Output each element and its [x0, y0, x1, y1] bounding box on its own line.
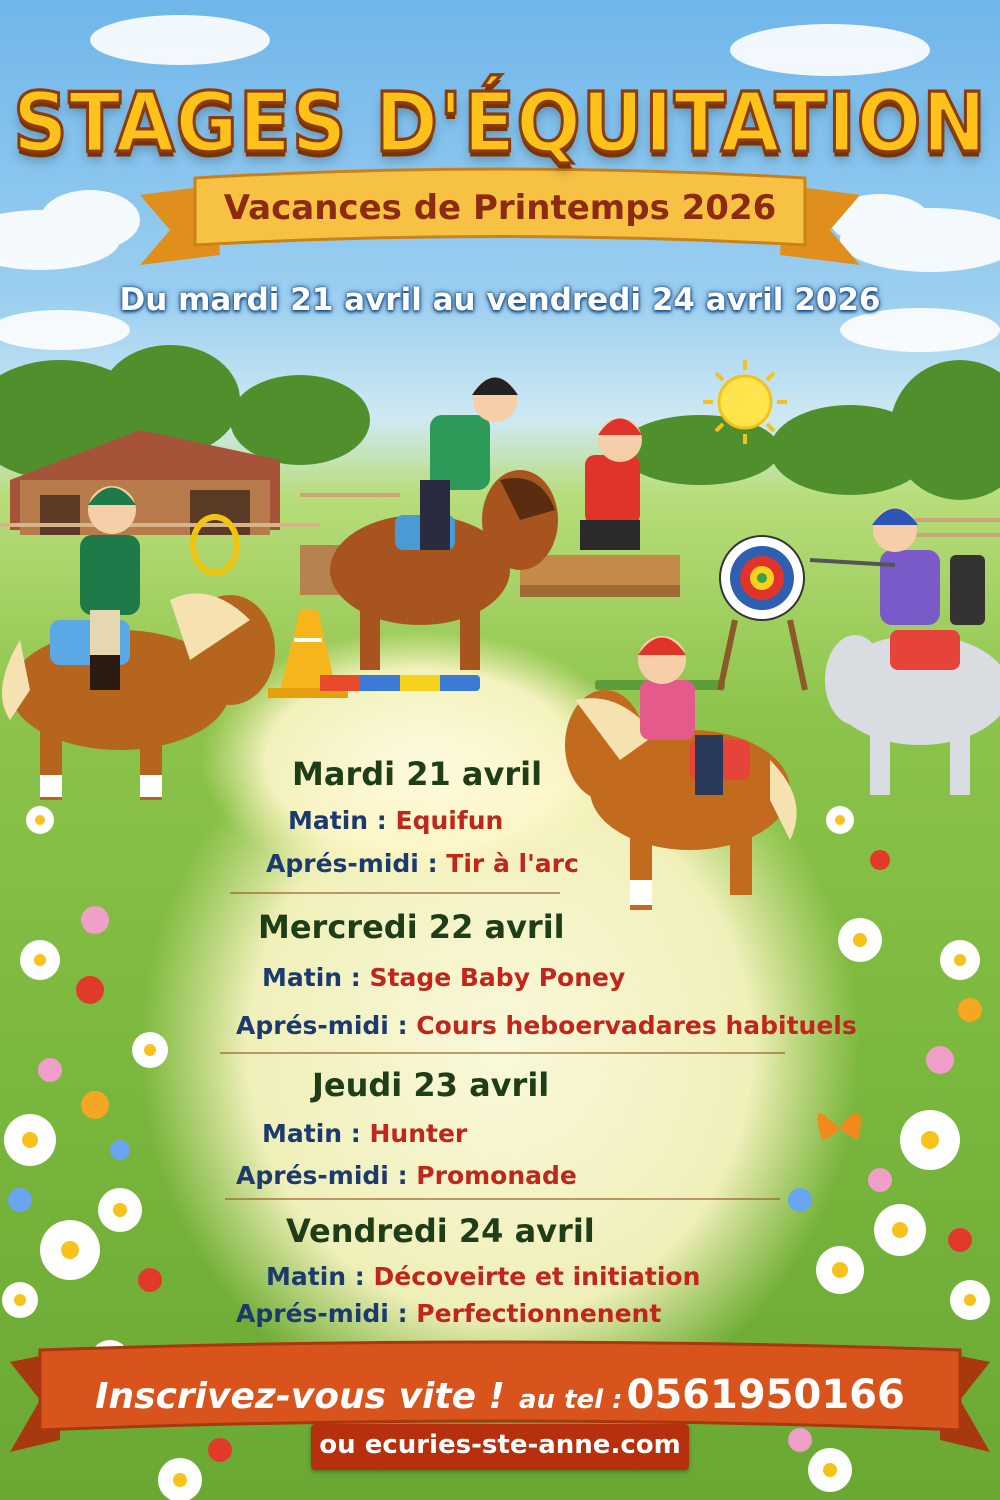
- helmet-icon: [872, 509, 918, 526]
- morning-label: Matin :: [262, 963, 361, 992]
- day-title: Jeudi 23 avril: [312, 1066, 550, 1104]
- signup-call-to-action: [0, 1372, 1000, 1418]
- helmet-icon: [472, 378, 518, 396]
- morning-row: [262, 1119, 467, 1148]
- morning-label: Matin :: [262, 1119, 361, 1148]
- afternoon-label: Aprés-midi :: [236, 1299, 408, 1328]
- helmet-icon: [638, 638, 686, 656]
- pony-icon: [825, 630, 1000, 795]
- rider-icon: [810, 508, 985, 625]
- morning-activity: Décoveirte et initiation: [373, 1262, 701, 1291]
- day-title: Mardi 21 avril: [292, 755, 543, 793]
- morning-activity: Equifun: [395, 806, 504, 835]
- morning-activity: Stage Baby Poney: [369, 963, 626, 992]
- phone-number: 0561950166: [626, 1372, 905, 1418]
- day-title: Vendredi 24 avril: [286, 1212, 595, 1250]
- afternoon-row: [236, 1299, 661, 1328]
- signup-text: Inscrivez-vous vite !: [95, 1376, 505, 1417]
- morning-row: [262, 963, 625, 992]
- morning-row: [266, 1262, 700, 1291]
- poster-title: STAGES D'ÉQUITATION: [12, 74, 988, 171]
- afternoon-label: Aprés-midi :: [236, 1161, 408, 1190]
- phone-label: au tel :: [518, 1385, 623, 1415]
- afternoon-row: [236, 1011, 857, 1040]
- poster-dates: Du mardi 21 avril au vendredi 24 avril 2026: [119, 282, 881, 318]
- morning-row: [288, 806, 503, 835]
- rider-icon: [580, 418, 642, 550]
- morning-activity: Hunter: [369, 1119, 468, 1148]
- afternoon-activity: Tir à l'arc: [446, 849, 579, 878]
- helmet-icon: [598, 419, 642, 436]
- afternoon-label: Aprés-midi :: [236, 1011, 408, 1040]
- afternoon-activity: Promonade: [416, 1161, 577, 1190]
- day-title: Mercredi 22 avril: [258, 908, 565, 946]
- afternoon-row: [266, 849, 579, 878]
- afternoon-activity: Cours heboervadares habituels: [416, 1011, 857, 1040]
- afternoon-row: [236, 1161, 577, 1190]
- poster-subtitle: Vacances de Printemps 2026: [223, 188, 777, 228]
- morning-label: Matin :: [266, 1262, 365, 1291]
- afternoon-activity: Perfectionnenent: [416, 1299, 662, 1328]
- archery-target-icon: [720, 536, 805, 690]
- morning-label: Matin :: [288, 806, 387, 835]
- website-link: ou ecuries-ste-anne.com: [319, 1430, 681, 1460]
- afternoon-label: Aprés-midi :: [266, 849, 438, 878]
